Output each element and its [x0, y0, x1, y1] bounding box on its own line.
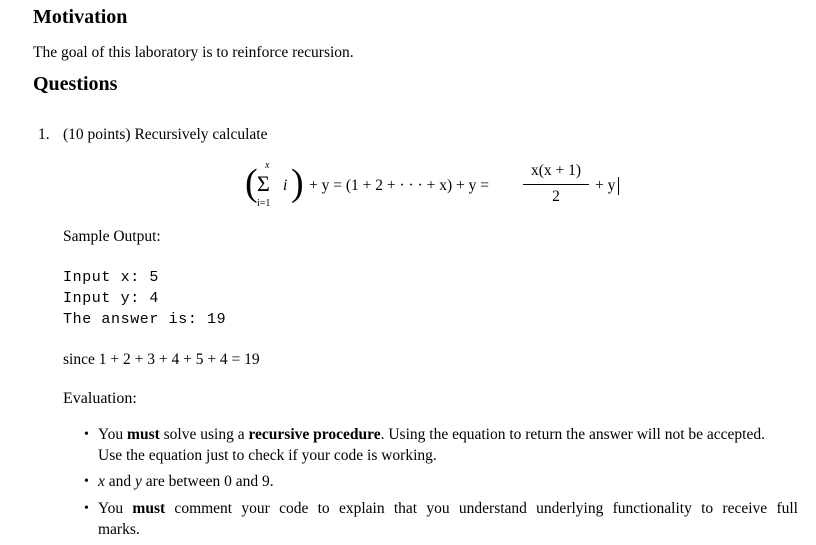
equation-tail: + y	[595, 177, 616, 194]
sample-line-1: Input x: 5	[63, 269, 160, 286]
bullet-1-icon: •	[84, 427, 89, 442]
evaluation-bullet-2: x and y are between 0 and 9.	[98, 473, 274, 490]
sum-lower-limit: i=1	[257, 198, 271, 209]
sample-output-label: Sample Output:	[63, 228, 161, 245]
left-paren: (	[245, 162, 258, 204]
evaluation-bullet-3: You must comment your code to explain that you understand underlying functionality to receive full marks.	[98, 500, 798, 538]
fraction-bar	[523, 184, 589, 185]
evaluation-label: Evaluation:	[63, 390, 137, 407]
text-cursor	[618, 177, 619, 195]
right-paren: )	[291, 162, 304, 204]
bullet-2-icon: •	[84, 474, 89, 489]
motivation-heading: Motivation	[33, 6, 128, 28]
recursion-equation	[245, 160, 635, 216]
question-text: (10 points) Recursively calculate	[63, 126, 268, 143]
fraction-numerator: x(x + 1)	[530, 162, 582, 179]
bullet-3-icon: •	[84, 501, 89, 516]
fraction-denominator: 2	[552, 188, 560, 205]
sum-upper-limit: x	[265, 160, 270, 171]
since-line: since 1 + 2 + 3 + 4 + 5 + 4 = 19	[63, 351, 260, 368]
sum-variable: i	[283, 177, 288, 194]
questions-heading: Questions	[33, 73, 118, 95]
sample-line-3: The answer is: 19	[63, 311, 227, 328]
equation-middle: + y = (1 + 2 + · · · + x) + y =	[309, 177, 489, 194]
evaluation-bullet-1: You must solve using a recursive procedure. Using the equation to return the answer will not be accepted. Use the equation just to check if your code is working.	[98, 426, 765, 464]
sample-line-2: Input y: 4	[63, 290, 160, 307]
summation-symbol: Σ	[257, 171, 270, 196]
motivation-text: The goal of this laboratory is to reinforce recursion.	[33, 44, 354, 61]
question-number: 1.	[38, 126, 50, 143]
